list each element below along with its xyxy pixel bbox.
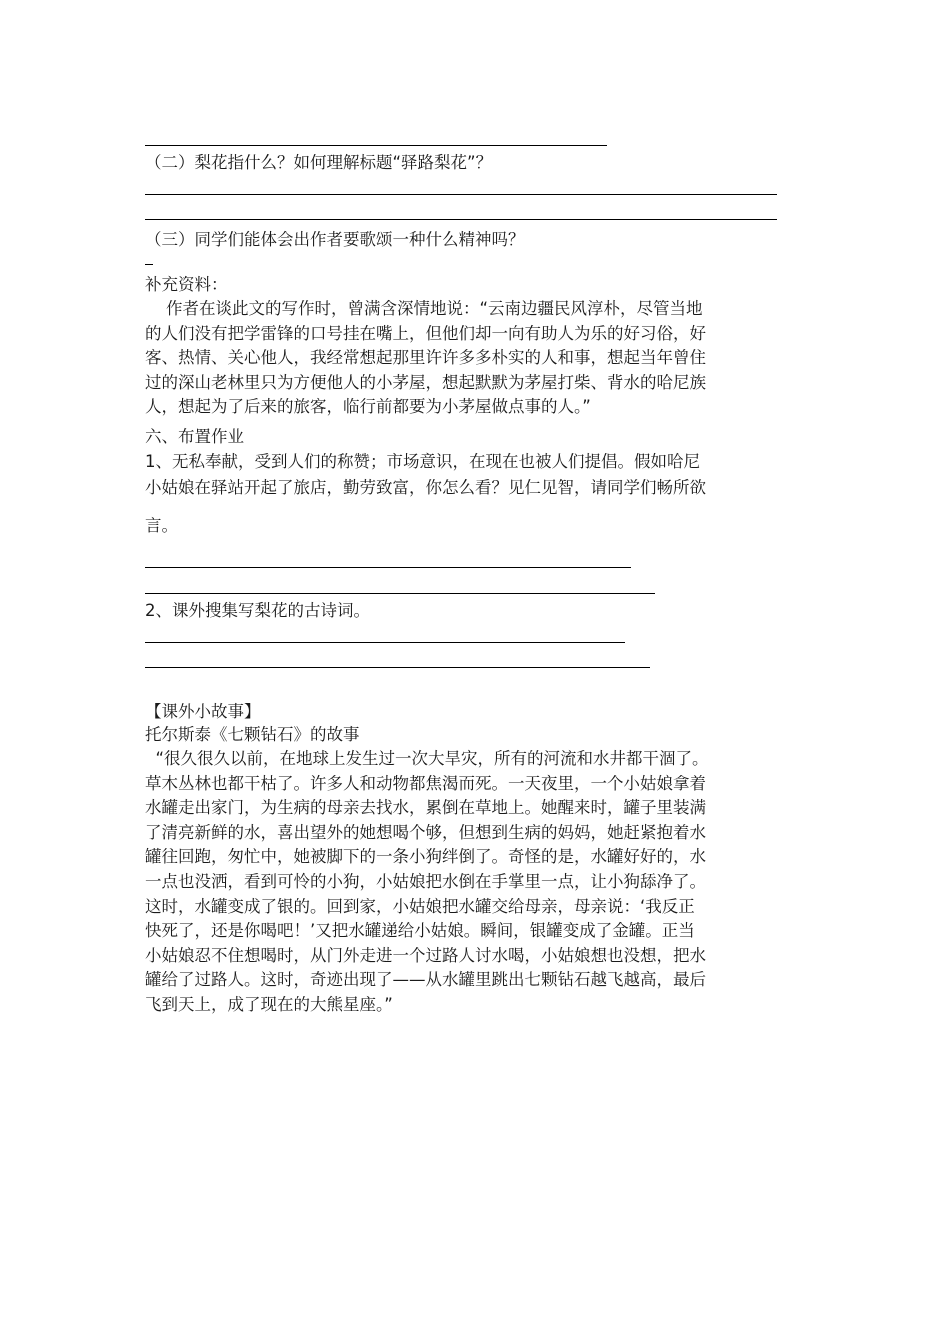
story-line: 罐往回跑，匆忙中，她被脚下的一条小狗绊倒了。奇怪的是，水罐好好的，水 <box>145 847 706 867</box>
story-line: 这时，水罐变成了银的。回到家，小姑娘把水罐交给母亲，母亲说：‘我反正 <box>145 896 695 916</box>
story-line: 草木丛林也都干枯了。许多人和动物都焦渴而死。一天夜里，一个小姑娘拿着 <box>145 773 706 793</box>
supplement-line: 客、热情、关心他人，我经常想起那里许许多多朴实的人和事，想起当年曾住 <box>145 348 706 368</box>
answer-line <box>145 219 777 220</box>
homework-heading: 六、布置作业 <box>145 427 244 446</box>
supplement-body <box>145 297 825 420</box>
homework-item-1-line: 小姑娘在驿站开起了旅店，勤劳致富，你怎么看？见仁见智，请同学们畅所欲 <box>145 478 706 497</box>
homework-item-1-end: 言。 <box>145 516 178 535</box>
story-line: 一点也没洒，看到可怜的小狗，小姑娘把水倒在手掌里一点，让小狗舔净了。 <box>145 871 706 891</box>
answer-line <box>145 567 631 568</box>
story-heading: 【课外小故事】 <box>145 702 261 721</box>
story-line: 了清亮新鲜的水，喜出望外的她想喝个够，但想到生病的妈妈，她赶紧抱着水 <box>145 822 706 842</box>
supplement-line: 作者在谈此文的写作时，曾满含深情地说：“云南边疆民风淳朴，尽管当地 <box>145 299 703 318</box>
answer-line <box>145 145 607 146</box>
question-2: （二）梨花指什么？如何理解标题“驿路梨花”？ <box>145 153 493 172</box>
story-line: 罐给了过路人。这时，奇迹出现了——从水罐里跳出七颗钻石越飞越高，最后 <box>145 970 706 990</box>
homework-item-1 <box>145 449 825 501</box>
story-body <box>145 747 825 1018</box>
supplement-line: 的人们没有把学雷锋的口号挂在嘴上，但他们却一向有助人为乐的好习俗，好 <box>145 323 706 343</box>
story-title: 托尔斯泰《七颗钻石》的故事 <box>145 725 360 744</box>
story-line: 快死了，还是你喝吧！’又把水罐递给小姑娘。瞬间，银罐变成了金罐。正当 <box>145 921 695 941</box>
homework-item-1-line: 1、无私奉献，受到人们的称赞；市场意识，在现在也被人们提倡。假如哈尼 <box>145 452 700 471</box>
supplement-line: 人，想起为了后来的旅客，临行前都要为小茅屋做点事的人。” <box>145 397 591 417</box>
story-line: “很久很久以前，在地球上发生过一次大旱灾，所有的河流和水井都干涸了。 <box>145 749 709 768</box>
answer-line <box>145 642 625 643</box>
answer-line <box>145 194 777 195</box>
question-3: （三）同学们能体会出作者要歌颂一种什么精神吗？ <box>145 230 525 249</box>
answer-line <box>145 667 650 668</box>
story-line: 飞到天上，成了现在的大熊星座。” <box>145 994 393 1014</box>
supplement-line: 过的深山老林里只为方便他人的小茅屋，想起默默为茅屋打柴、背水的哈尼族 <box>145 372 706 392</box>
supplement-heading: 补充资料： <box>145 275 228 294</box>
homework-item-2: 2、课外搜集写梨花的古诗词。 <box>145 601 370 620</box>
answer-line <box>145 264 153 265</box>
answer-line <box>145 593 655 594</box>
story-line: 小姑娘忍不住想喝时，从门外走进一个过路人讨水喝，小姑娘想也没想，把水 <box>145 945 706 965</box>
story-line: 水罐走出家门，为生病的母亲去找水，累倒在草地上。她醒来时，罐子里装满 <box>145 798 706 818</box>
